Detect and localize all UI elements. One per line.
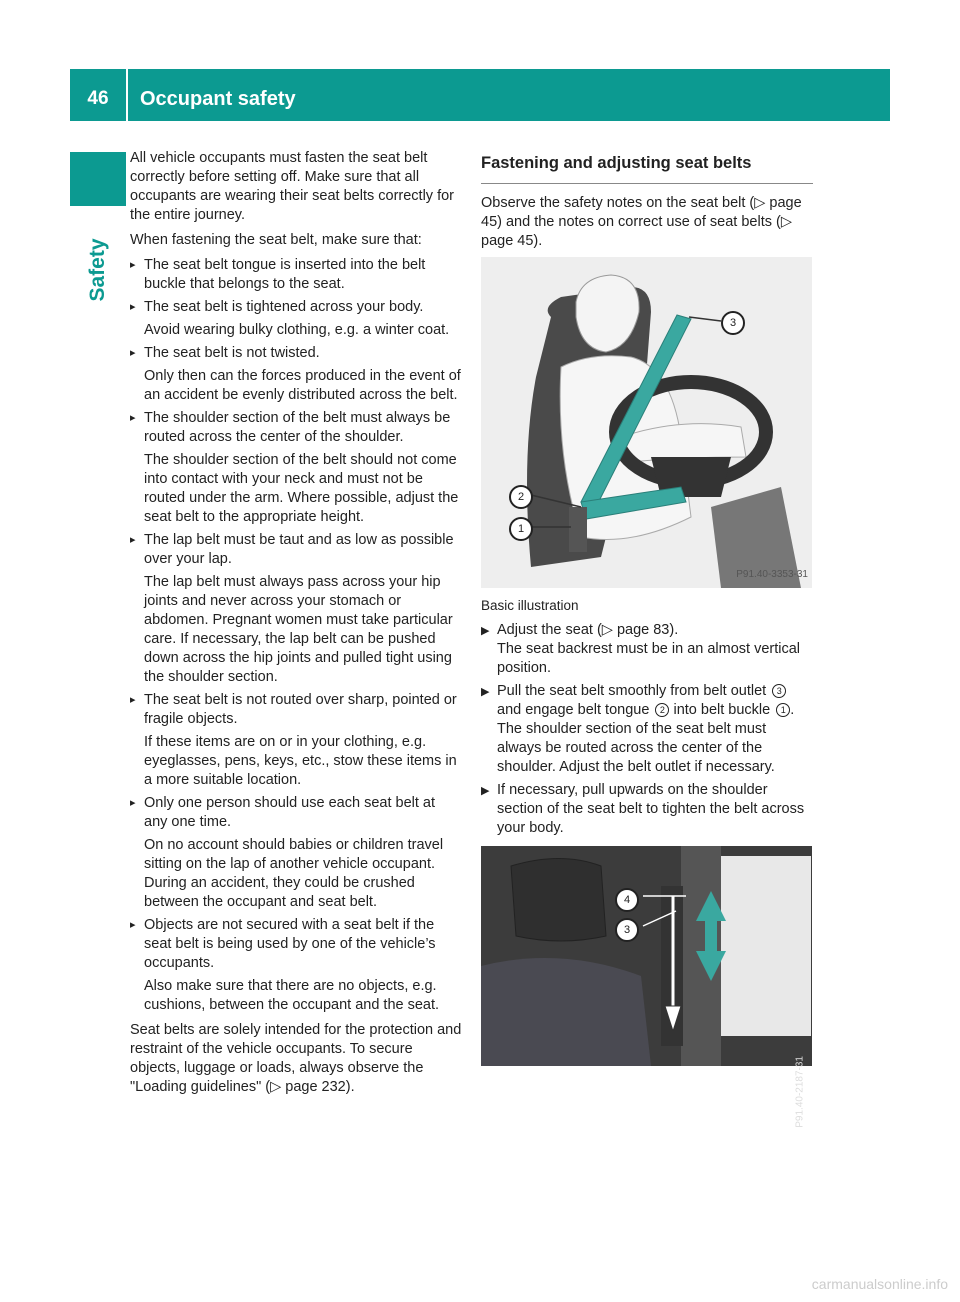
page-header xyxy=(70,69,890,121)
list-item: ▸ The seat belt is not routed over sharp, pointed or fragile objects. If these items are on or in your clothing, e.g. eyeglasses, pens, keys, etc., stow these items in a more suitable location. xyxy=(130,691,462,790)
list-item: ▸ The seat belt is tightened across your body. Avoid wearing bulky clothing, e.g. a winter coat. xyxy=(130,298,462,340)
list-item-note: If these items are on or in your clothing, e.g. eyeglasses, pens, keys, etc., stow these items in a more suitable location. xyxy=(144,734,457,788)
left-column xyxy=(130,149,462,1103)
right-column xyxy=(481,152,813,1128)
page-number: 46 xyxy=(87,88,109,109)
belt-outlet-illustration xyxy=(481,846,812,1128)
list-item: ▸ The shoulder section of the belt must always be routed across the center of the shoulder. The shoulder section of the belt should not come into contact with your neck and must not be routed under the arm. Where possible, adjust the seat belt to the appropriate height. xyxy=(130,409,462,527)
callout-ref-3: 3 xyxy=(772,684,786,698)
lead-paragraph: When fastening the seat belt, make sure that: xyxy=(130,232,422,248)
belt-outlet-drawing xyxy=(481,846,812,1066)
closing-paragraph: Seat belts are solely intended for the protection and restraint of the vehicle occupants. To secure objects, luggage or loads, always observe the "Loading guidelines" (▷ page 232). xyxy=(130,1022,462,1095)
callout-ref-2: 2 xyxy=(655,703,669,717)
list-item-note: Only then can the forces produced in the event of an accident be evenly distributed across the belt. xyxy=(144,368,461,403)
section-intro: Observe the safety notes on the seat belt (▷ page 45) and the notes on correct use of seat belts (▷ page 45). xyxy=(481,195,802,249)
page-title: Occupant safety xyxy=(140,88,296,110)
figure-code: P91.40-3353-31 xyxy=(736,569,808,580)
sidebar-tab-block xyxy=(70,152,126,206)
sidebar-section-label: Safety xyxy=(86,238,109,302)
figure-code: P91.40-2187-31 xyxy=(795,1056,806,1128)
intro-paragraph: All vehicle occupants must fasten the seat belt correctly before setting off. Make sure that all occupants are wearing their seat belts correctly for the entire journey. xyxy=(130,150,454,223)
list-item-note: Avoid wearing bulky clothing, e.g. a winter coat. xyxy=(144,322,450,338)
callout-3: 3 xyxy=(721,311,745,335)
list-item: ▸ Objects are not secured with a seat belt if the seat belt is being used by one of the vehicle’s occupants. Also make sure that there are no objects, e.g. cushions, between the occupant and the seat. xyxy=(130,916,462,1015)
instruction-steps xyxy=(481,621,813,838)
callout-1: 1 xyxy=(509,517,533,541)
seat-belt-illustration xyxy=(481,257,812,588)
section-divider xyxy=(481,183,813,184)
callout-3: 3 xyxy=(615,918,639,942)
step-note: The seat backrest must be in an almost vertical position. xyxy=(497,641,801,676)
list-item: ▸ The lap belt must be taut and as low as possible over your lap. The lap belt must always pass across your hip joints and never across your stomach or abdomen. Pregnant women must take particular care. If necessary, the lap belt can be pushed down across the hip joints and pulled tight using the shoulder section. xyxy=(130,531,462,687)
list-item-note: On no account should babies or children travel sitting on the lap of another vehicle occupant. During an accident, they could be crushed between the occupant and seat belt. xyxy=(144,837,444,910)
list-item: ▶ Adjust the seat (▷ page 83). The seat backrest must be in an almost vertical position. xyxy=(481,621,813,678)
header-divider xyxy=(126,69,128,121)
list-item: ▸ The seat belt tongue is inserted into the belt buckle that belongs to the seat. xyxy=(130,256,462,294)
figure-caption: Basic illustration xyxy=(481,598,579,613)
checklist xyxy=(130,256,462,1015)
callout-2: 2 xyxy=(509,485,533,509)
section-title: Fastening and adjusting seat belts xyxy=(481,154,752,172)
step-note: The shoulder section of the seat belt must always be routed across the center of the shoulder. Adjust the belt outlet if necessary. xyxy=(497,721,775,775)
callout-4: 4 xyxy=(615,888,639,912)
list-item-note: Also make sure that there are no objects, e.g. cushions, between the occupant and the seat. xyxy=(144,978,440,1013)
list-item: ▸ Only one person should use each seat belt at any one time. On no account should babies or children travel sitting on the lap of another vehicle occupant. During an accident, they could be crushed between the occupant and seat belt. xyxy=(130,794,462,912)
seat-belt-drawing xyxy=(481,257,812,588)
list-item: ▶ Pull the seat belt smoothly from belt outlet 3 and engage belt tongue 2 into belt buckle 1 . The shoulder section of the seat belt must always be routed across the center of the shoulder. Adjust the belt outlet if necessary. xyxy=(481,682,813,777)
callout-ref-1: 1 xyxy=(776,703,790,717)
list-item-note: The lap belt must always pass across your hip joints and never across your stomach or abdomen. Pregnant women must take particular care. If necessary, the lap belt can be pushed down across the hip joints and pulled tight using the shoulder section. xyxy=(144,574,453,685)
watermark: carmanualsonline.info xyxy=(811,1276,948,1292)
list-item: ▸ The seat belt is not twisted. Only then can the forces produced in the event of an accident be evenly distributed across the belt. xyxy=(130,344,462,405)
list-item-note: The shoulder section of the belt should not come into contact with your neck and must not be routed under the arm. Where possible, adjust the seat belt to the appropriate height. xyxy=(144,452,459,525)
list-item: ▶ If necessary, pull upwards on the shoulder section of the seat belt to tighten the belt across your body. xyxy=(481,781,813,838)
